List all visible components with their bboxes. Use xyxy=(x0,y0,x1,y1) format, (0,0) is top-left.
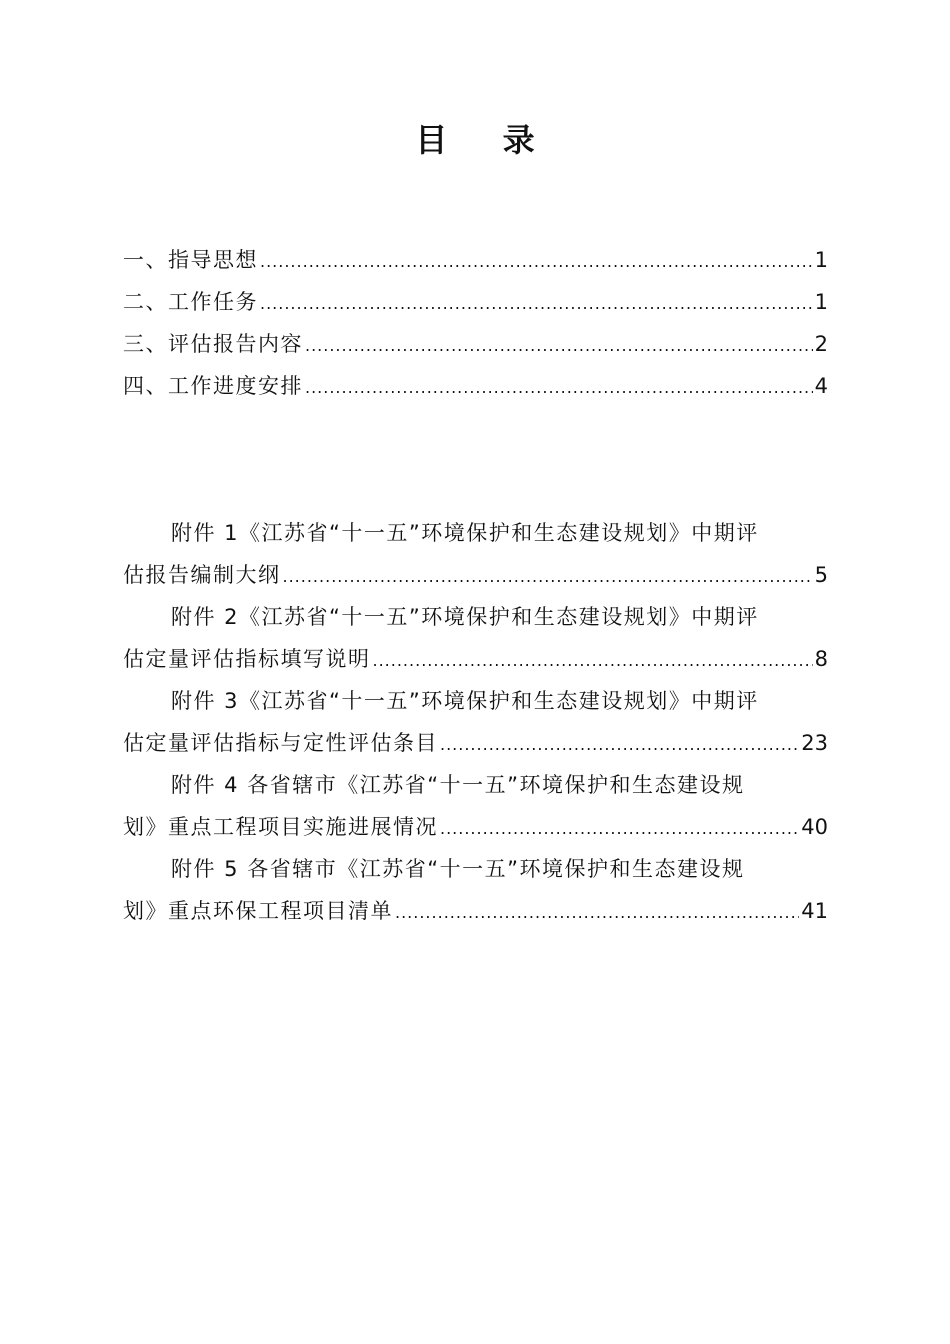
toc-entry-label: 一、指导思想 xyxy=(123,248,258,272)
annex-title-line: 附件 5 各省辖市《江苏省“十一五”环境保护和生态建设规 xyxy=(171,857,745,881)
annex-page: 40 xyxy=(801,815,828,839)
toc-leader-dots xyxy=(305,367,813,409)
toc-entry[interactable] xyxy=(123,281,828,323)
annex-title-continuation xyxy=(123,722,828,764)
toc-entry-page: 2 xyxy=(814,332,828,356)
toc-leader-dots xyxy=(260,283,813,325)
toc-leader-dots xyxy=(395,892,799,934)
annex-title-line: 附件 1《江苏省“十一五”环境保护和生态建设规划》中期评 xyxy=(171,521,759,545)
page-title: 目 录 xyxy=(415,121,557,159)
annex-list xyxy=(123,512,828,932)
annex-title-end: 估定量评估指标填写说明 xyxy=(123,647,371,671)
annex-entry[interactable] xyxy=(123,596,828,680)
toc-leader-dots xyxy=(260,241,813,283)
annex-title-continuation xyxy=(123,806,828,848)
toc-entry[interactable] xyxy=(123,239,828,281)
toc-leader-dots xyxy=(373,640,813,682)
toc-entry-page: 1 xyxy=(814,248,828,272)
annex-title-end: 划》重点工程项目实施进展情况 xyxy=(123,815,438,839)
annex-page: 41 xyxy=(801,899,828,923)
annex-entry[interactable] xyxy=(123,848,828,932)
annex-title-continuation xyxy=(123,638,828,680)
annex-title-continuation xyxy=(123,554,828,596)
annex-entry[interactable] xyxy=(123,512,828,596)
toc-entry[interactable] xyxy=(123,365,828,407)
toc-leader-dots xyxy=(305,325,813,367)
annex-entry[interactable] xyxy=(123,680,828,764)
annex-page: 5 xyxy=(814,563,828,587)
toc-leader-dots xyxy=(440,808,799,850)
toc-entry-page: 4 xyxy=(814,374,828,398)
annex-page: 8 xyxy=(814,647,828,671)
toc-entry-label: 二、工作任务 xyxy=(123,290,258,314)
annex-entry[interactable] xyxy=(123,764,828,848)
toc-entry[interactable] xyxy=(123,323,828,365)
annex-title-line: 附件 4 各省辖市《江苏省“十一五”环境保护和生态建设规 xyxy=(171,773,745,797)
annex-page: 23 xyxy=(801,731,828,755)
annex-title-end: 划》重点环保工程项目清单 xyxy=(123,899,393,923)
annex-title-end: 估定量评估指标与定性评估条目 xyxy=(123,731,438,755)
toc-entry-label: 四、工作进度安排 xyxy=(123,374,303,398)
annex-title-line: 附件 2《江苏省“十一五”环境保护和生态建设规划》中期评 xyxy=(171,605,759,629)
toc-leader-dots xyxy=(440,724,799,766)
annex-title-end: 估报告编制大纲 xyxy=(123,563,281,587)
toc-leader-dots xyxy=(283,556,813,598)
toc-entry-label: 三、评估报告内容 xyxy=(123,332,303,356)
annex-title-line: 附件 3《江苏省“十一五”环境保护和生态建设规划》中期评 xyxy=(171,689,759,713)
annex-title-continuation xyxy=(123,890,828,932)
toc-entry-page: 1 xyxy=(814,290,828,314)
table-of-contents xyxy=(123,239,828,407)
